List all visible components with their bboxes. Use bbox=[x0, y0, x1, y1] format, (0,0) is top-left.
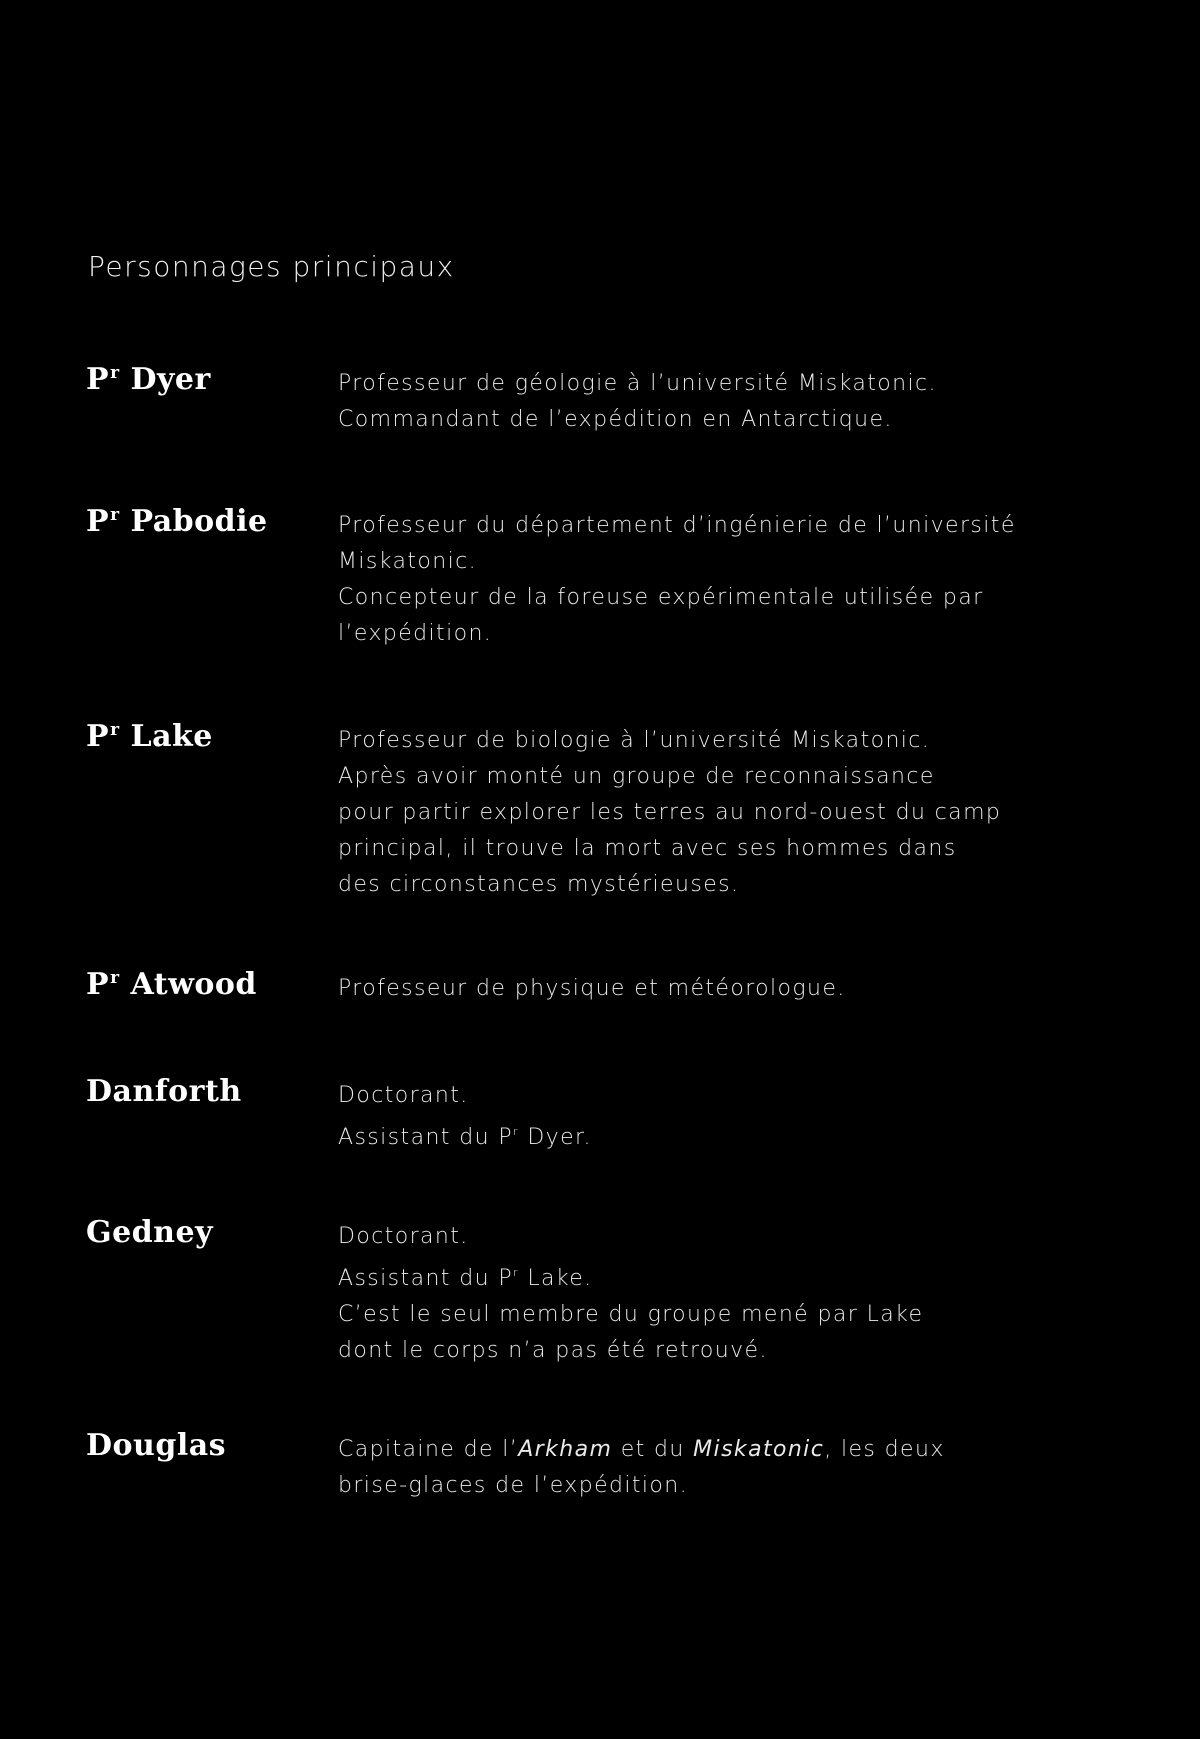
character-description bbox=[338, 1078, 1118, 1156]
character-name bbox=[86, 1074, 326, 1109]
assistant-text-after: Lake. bbox=[518, 1266, 593, 1291]
character-name bbox=[86, 719, 326, 754]
name-prefix-sup: r bbox=[110, 363, 120, 383]
description-line: Professeur de géologie à l’université Miskatonic. bbox=[338, 371, 937, 396]
character-name bbox=[86, 504, 326, 539]
description-line: brise-glaces de l’expédition. bbox=[338, 1473, 689, 1498]
name-prefix-sup: r bbox=[110, 968, 120, 988]
assistant-sup: r bbox=[513, 1266, 519, 1279]
description-line: Miskatonic. bbox=[338, 549, 478, 574]
description-line: Concepteur de la foreuse expérimentale utilisée par bbox=[338, 585, 984, 610]
ship-name-arkham: Arkham bbox=[518, 1437, 613, 1462]
ship-name-miskatonic: Miskatonic bbox=[693, 1437, 825, 1462]
name-prefix: P bbox=[86, 504, 110, 539]
character-name bbox=[86, 1215, 326, 1250]
name-prefix-sup: r bbox=[110, 505, 120, 525]
description-line: Professeur du département d’ingénierie de l’université bbox=[338, 513, 1016, 538]
name-text: Douglas bbox=[86, 1428, 227, 1463]
character-description bbox=[338, 1432, 1118, 1504]
name-text: Atwood bbox=[130, 967, 257, 1002]
assistant-text-after: Dyer. bbox=[518, 1125, 592, 1150]
name-prefix: P bbox=[86, 967, 110, 1002]
character-name bbox=[86, 362, 326, 397]
description-line: l’expédition. bbox=[338, 621, 493, 646]
character-description bbox=[338, 366, 1118, 438]
description-line: Commandant de l’expédition en Antarctique. bbox=[338, 407, 893, 432]
name-text: Gedney bbox=[86, 1215, 214, 1250]
description-line: des circonstances mystérieuses. bbox=[338, 872, 740, 897]
captain-text-mid: et du bbox=[612, 1437, 694, 1462]
description-line: Après avoir monté un groupe de reconnaissance bbox=[338, 764, 935, 789]
description-line: Professeur de biologie à l’université Miskatonic. bbox=[338, 728, 931, 753]
name-prefix-sup: r bbox=[110, 720, 120, 740]
assistant-text-before: Assistant du P bbox=[338, 1266, 513, 1291]
description-line-assistant bbox=[338, 1114, 1118, 1156]
assistant-text-before: Assistant du P bbox=[338, 1125, 513, 1150]
name-text: Danforth bbox=[86, 1074, 242, 1109]
description-line-captain bbox=[338, 1432, 1118, 1468]
description-line-assistant bbox=[338, 1255, 1118, 1297]
name-prefix: P bbox=[86, 719, 110, 754]
description-line: pour partir explorer les terres au nord-ouest du camp bbox=[338, 800, 1002, 825]
name-text: Dyer bbox=[130, 362, 211, 397]
name-text: Pabodie bbox=[130, 504, 268, 539]
character-description bbox=[338, 508, 1118, 652]
description-line: dont le corps n’a pas été retrouvé. bbox=[338, 1338, 768, 1363]
character-description bbox=[338, 971, 1118, 1007]
captain-text-after: , les deux bbox=[824, 1437, 945, 1462]
description-line: Doctorant. bbox=[338, 1224, 469, 1249]
character-description bbox=[338, 1219, 1118, 1369]
description-line: Doctorant. bbox=[338, 1083, 469, 1108]
description-line: C’est le seul membre du groupe mené par Lake bbox=[338, 1302, 924, 1327]
name-prefix: P bbox=[86, 362, 110, 397]
character-name bbox=[86, 967, 326, 1002]
name-text: Lake bbox=[130, 719, 213, 754]
character-name bbox=[86, 1428, 326, 1463]
description-line: Professeur de physique et météorologue. bbox=[338, 976, 846, 1001]
character-description bbox=[338, 723, 1118, 903]
description-line: principal, il trouve la mort avec ses hommes dans bbox=[338, 836, 957, 861]
assistant-sup: r bbox=[513, 1125, 519, 1138]
page-title: Personnages principaux bbox=[88, 250, 455, 283]
captain-text-before: Capitaine de l’ bbox=[338, 1437, 519, 1462]
